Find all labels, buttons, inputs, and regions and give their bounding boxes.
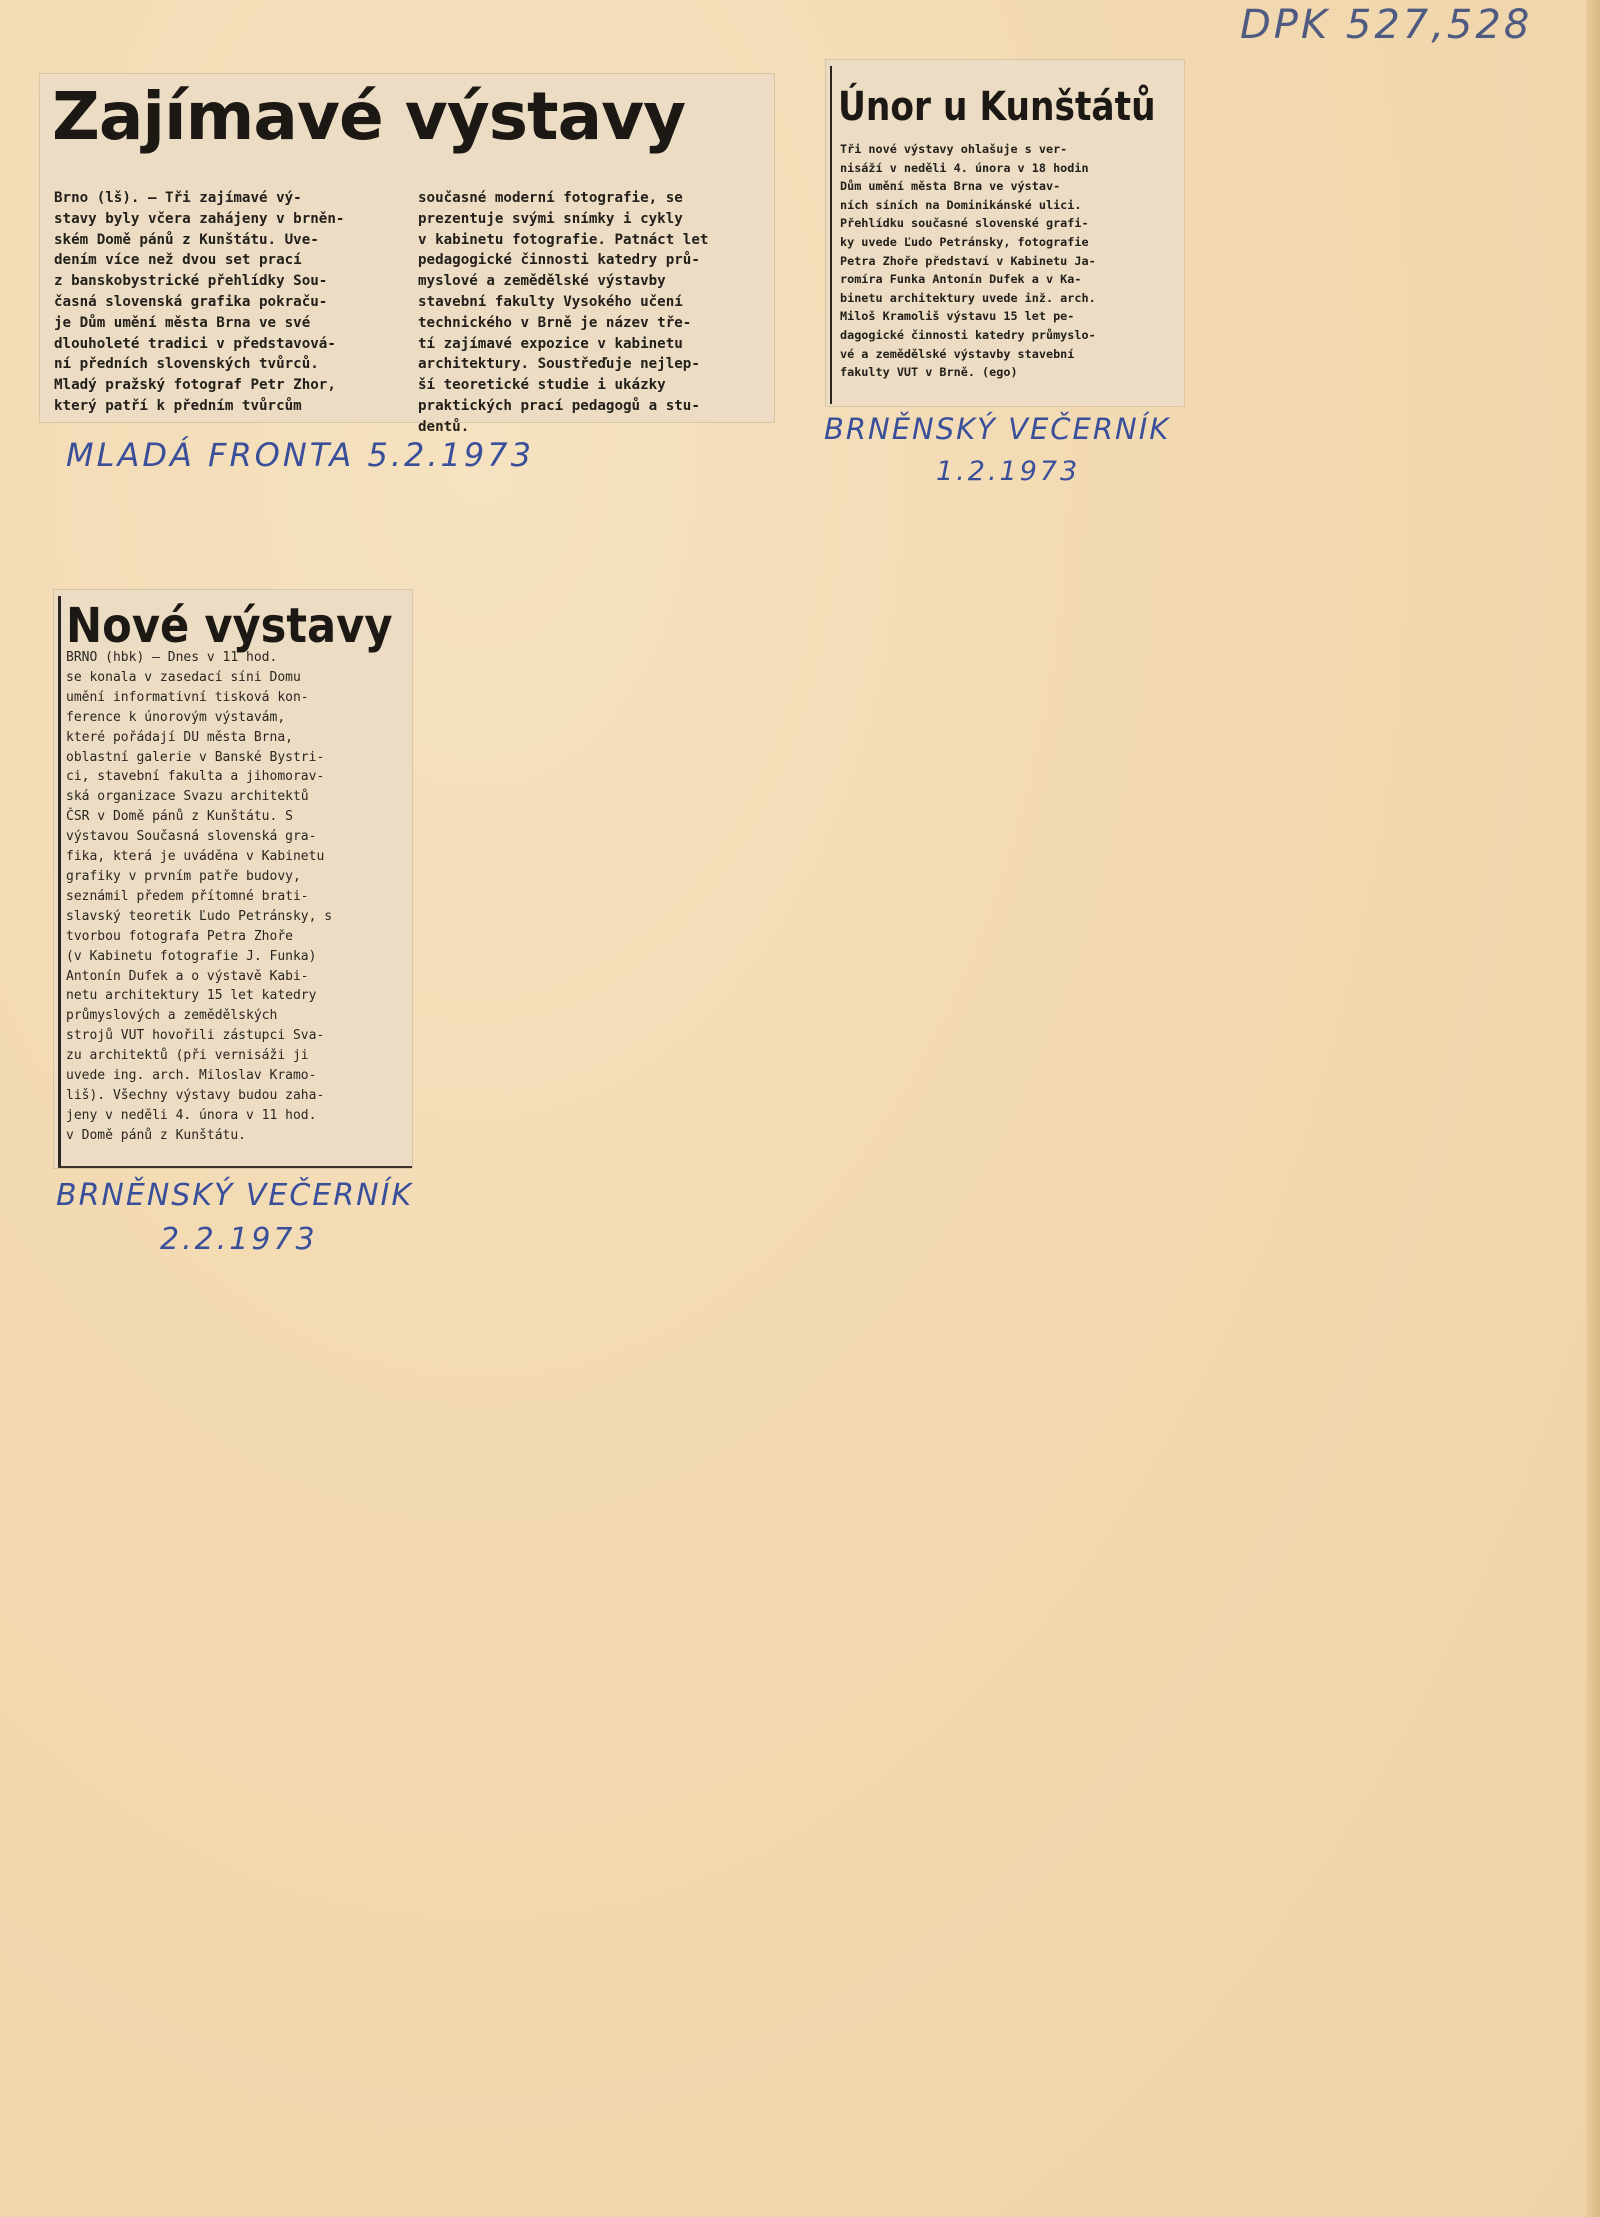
text-line: v Domě pánů z Kunštátu.	[66, 1127, 247, 1143]
text-line: grafiky v prvním patře budovy,	[66, 868, 301, 884]
source-note-brnensky-vecernik-2: BRNĚNSKÝ VEČERNÍK	[56, 1178, 414, 1213]
text-line: v kabinetu fotografie. Patnáct let	[418, 231, 709, 248]
text-line: stavební fakulty Vysokého učení	[418, 293, 683, 310]
text-line: dagogické činnosti katedry průmyslo-	[840, 327, 1096, 342]
source-note-brnensky-vecernik: BRNĚNSKÝ VEČERNÍK	[824, 412, 1171, 446]
text-line: slavský teoretik Ľudo Petránsky, s	[66, 908, 333, 924]
column-rule	[830, 66, 832, 404]
clipping-unor-u-kunstatu	[826, 60, 1184, 406]
text-line: oblastní galerie v Banské Bystri-	[66, 749, 325, 765]
text-line: uvede ing. arch. Miloslav Kramo-	[66, 1068, 317, 1084]
text-line: jeny v neděli 4. února v 11 hod.	[66, 1107, 317, 1123]
text-line: je Dům umění města Brna ve své	[54, 314, 311, 331]
headline: Zajímavé výstavy	[52, 78, 686, 155]
text-line: tvorbou fotografa Petra Zhoře	[66, 928, 293, 944]
archive-mark: DPK 527,528	[1240, 2, 1533, 48]
text-line: nisáží v neděli 4. února v 18 hodin	[840, 160, 1089, 175]
bottom-rule	[58, 1166, 412, 1168]
clipping-zajimave-vystavy	[40, 74, 774, 435]
article-body	[840, 140, 1176, 382]
source-date: 1.2.1973	[936, 456, 1081, 487]
source-note-mlada-fronta: MLADÁ FRONTA 5.2.1973	[66, 436, 534, 474]
column-rule	[58, 596, 61, 1168]
text-line: pedagogické činnosti katedry prů-	[418, 252, 700, 269]
text-line: Brno (lš). — Tři zajímavé vý-	[54, 190, 302, 206]
text-line: BRNO (hbk) — Dnes v 11 hod.	[66, 650, 278, 665]
article-column-1	[54, 188, 406, 417]
text-line: seznámil předem přítomné brati-	[66, 888, 309, 904]
text-line: se konala v zasedací síni Domu	[66, 669, 301, 685]
text-line: vé a zemědělské výstavby stavební	[840, 346, 1075, 361]
headline: Nové výstavy	[66, 598, 393, 654]
text-line: ní předních slovenských tvůrců.	[54, 356, 319, 373]
clipping-nove-vystavy	[54, 590, 412, 1168]
text-line: Mladý pražský fotograf Petr Zhor,	[54, 377, 336, 394]
text-line: prezentuje svými snímky i cykly	[418, 210, 683, 227]
text-line: Dům umění města Brna ve výstav-	[840, 179, 1061, 194]
text-line: ském Domě pánů z Kunštátu. Uve-	[54, 231, 319, 248]
text-line: časná slovenská grafika pokraču-	[54, 293, 328, 310]
text-line: dením více než dvou set prací	[54, 252, 302, 269]
text-line: Antonín Dufek a o výstavě Kabi-	[66, 968, 309, 984]
text-line: tí zajímavé expozice v kabinetu	[418, 335, 683, 352]
text-line: strojů VUT hovořili zástupci Sva-	[66, 1028, 325, 1044]
text-line: dentů.	[418, 418, 470, 435]
text-line: netu architektury 15 let katedry	[66, 988, 317, 1004]
text-line: dlouholeté tradici v představová-	[54, 335, 336, 352]
article-column-2	[418, 188, 762, 438]
article-body	[66, 648, 406, 1146]
text-line: který patří k předním tvůrcům	[54, 397, 302, 414]
text-line: zu architektů (při vernisáži ji	[66, 1048, 309, 1064]
text-line: architektury. Soustřeďuje nejlep-	[418, 356, 700, 373]
text-line: Petra Zhoře představí v Kabinetu Ja-	[840, 253, 1096, 268]
text-line: myslové a zemědělské výstavby	[418, 273, 666, 290]
text-line: které pořádají DU města Brna,	[66, 729, 293, 745]
text-line: Přehlídku současné slovenské grafi-	[840, 216, 1089, 231]
text-line: liš). Všechny výstavy budou zaha-	[66, 1087, 325, 1103]
text-line: binetu architektury uvede inž. arch.	[840, 290, 1096, 305]
text-line: ČSR v Domě pánů z Kunštátu. S	[66, 809, 293, 825]
text-line: fika, která je uváděna v Kabinetu	[66, 849, 325, 865]
page-edge	[1586, 0, 1600, 2217]
text-line: výstavou Současná slovenská gra-	[66, 829, 317, 845]
text-line: technického v Brně je název tře-	[418, 314, 692, 331]
text-line: ší teoretické studie i ukázky	[418, 377, 666, 394]
text-line: Miloš Kramoliš výstavu 15 let pe-	[840, 309, 1075, 324]
text-line: ference k únorovým výstavám,	[66, 709, 286, 725]
text-line: fakulty VUT v Brně. (ego)	[840, 365, 1018, 380]
source-date-2: 2.2.1973	[160, 1222, 318, 1257]
text-line: Tři nové výstavy ohlašuje s ver-	[840, 142, 1068, 156]
text-line: průmyslových a zemědělských	[66, 1008, 278, 1024]
text-line: současné moderní fotografie, se	[418, 190, 683, 206]
text-line: ky uvede Ľudo Petránsky, fotografie	[840, 234, 1089, 249]
text-line: stavy byly včera zahájeny v brněn-	[54, 210, 345, 227]
text-line: umění informativní tisková kon-	[66, 689, 309, 705]
text-line: ská organizace Svazu architektů	[66, 789, 309, 805]
text-line: (v Kabinetu fotografie J. Funka)	[66, 948, 317, 964]
text-line: praktických prací pedagogů a stu-	[418, 397, 700, 414]
text-line: romíra Funka Antonín Dufek a v Ka-	[840, 272, 1082, 287]
text-line: ních síních na Dominikánské ulici.	[840, 197, 1082, 212]
headline: Únor u Kunštátů	[838, 84, 1156, 130]
text-line: ci, stavební fakulta a jihomorav-	[66, 769, 325, 785]
text-line: z banskobystrické přehlídky Sou-	[54, 273, 328, 290]
